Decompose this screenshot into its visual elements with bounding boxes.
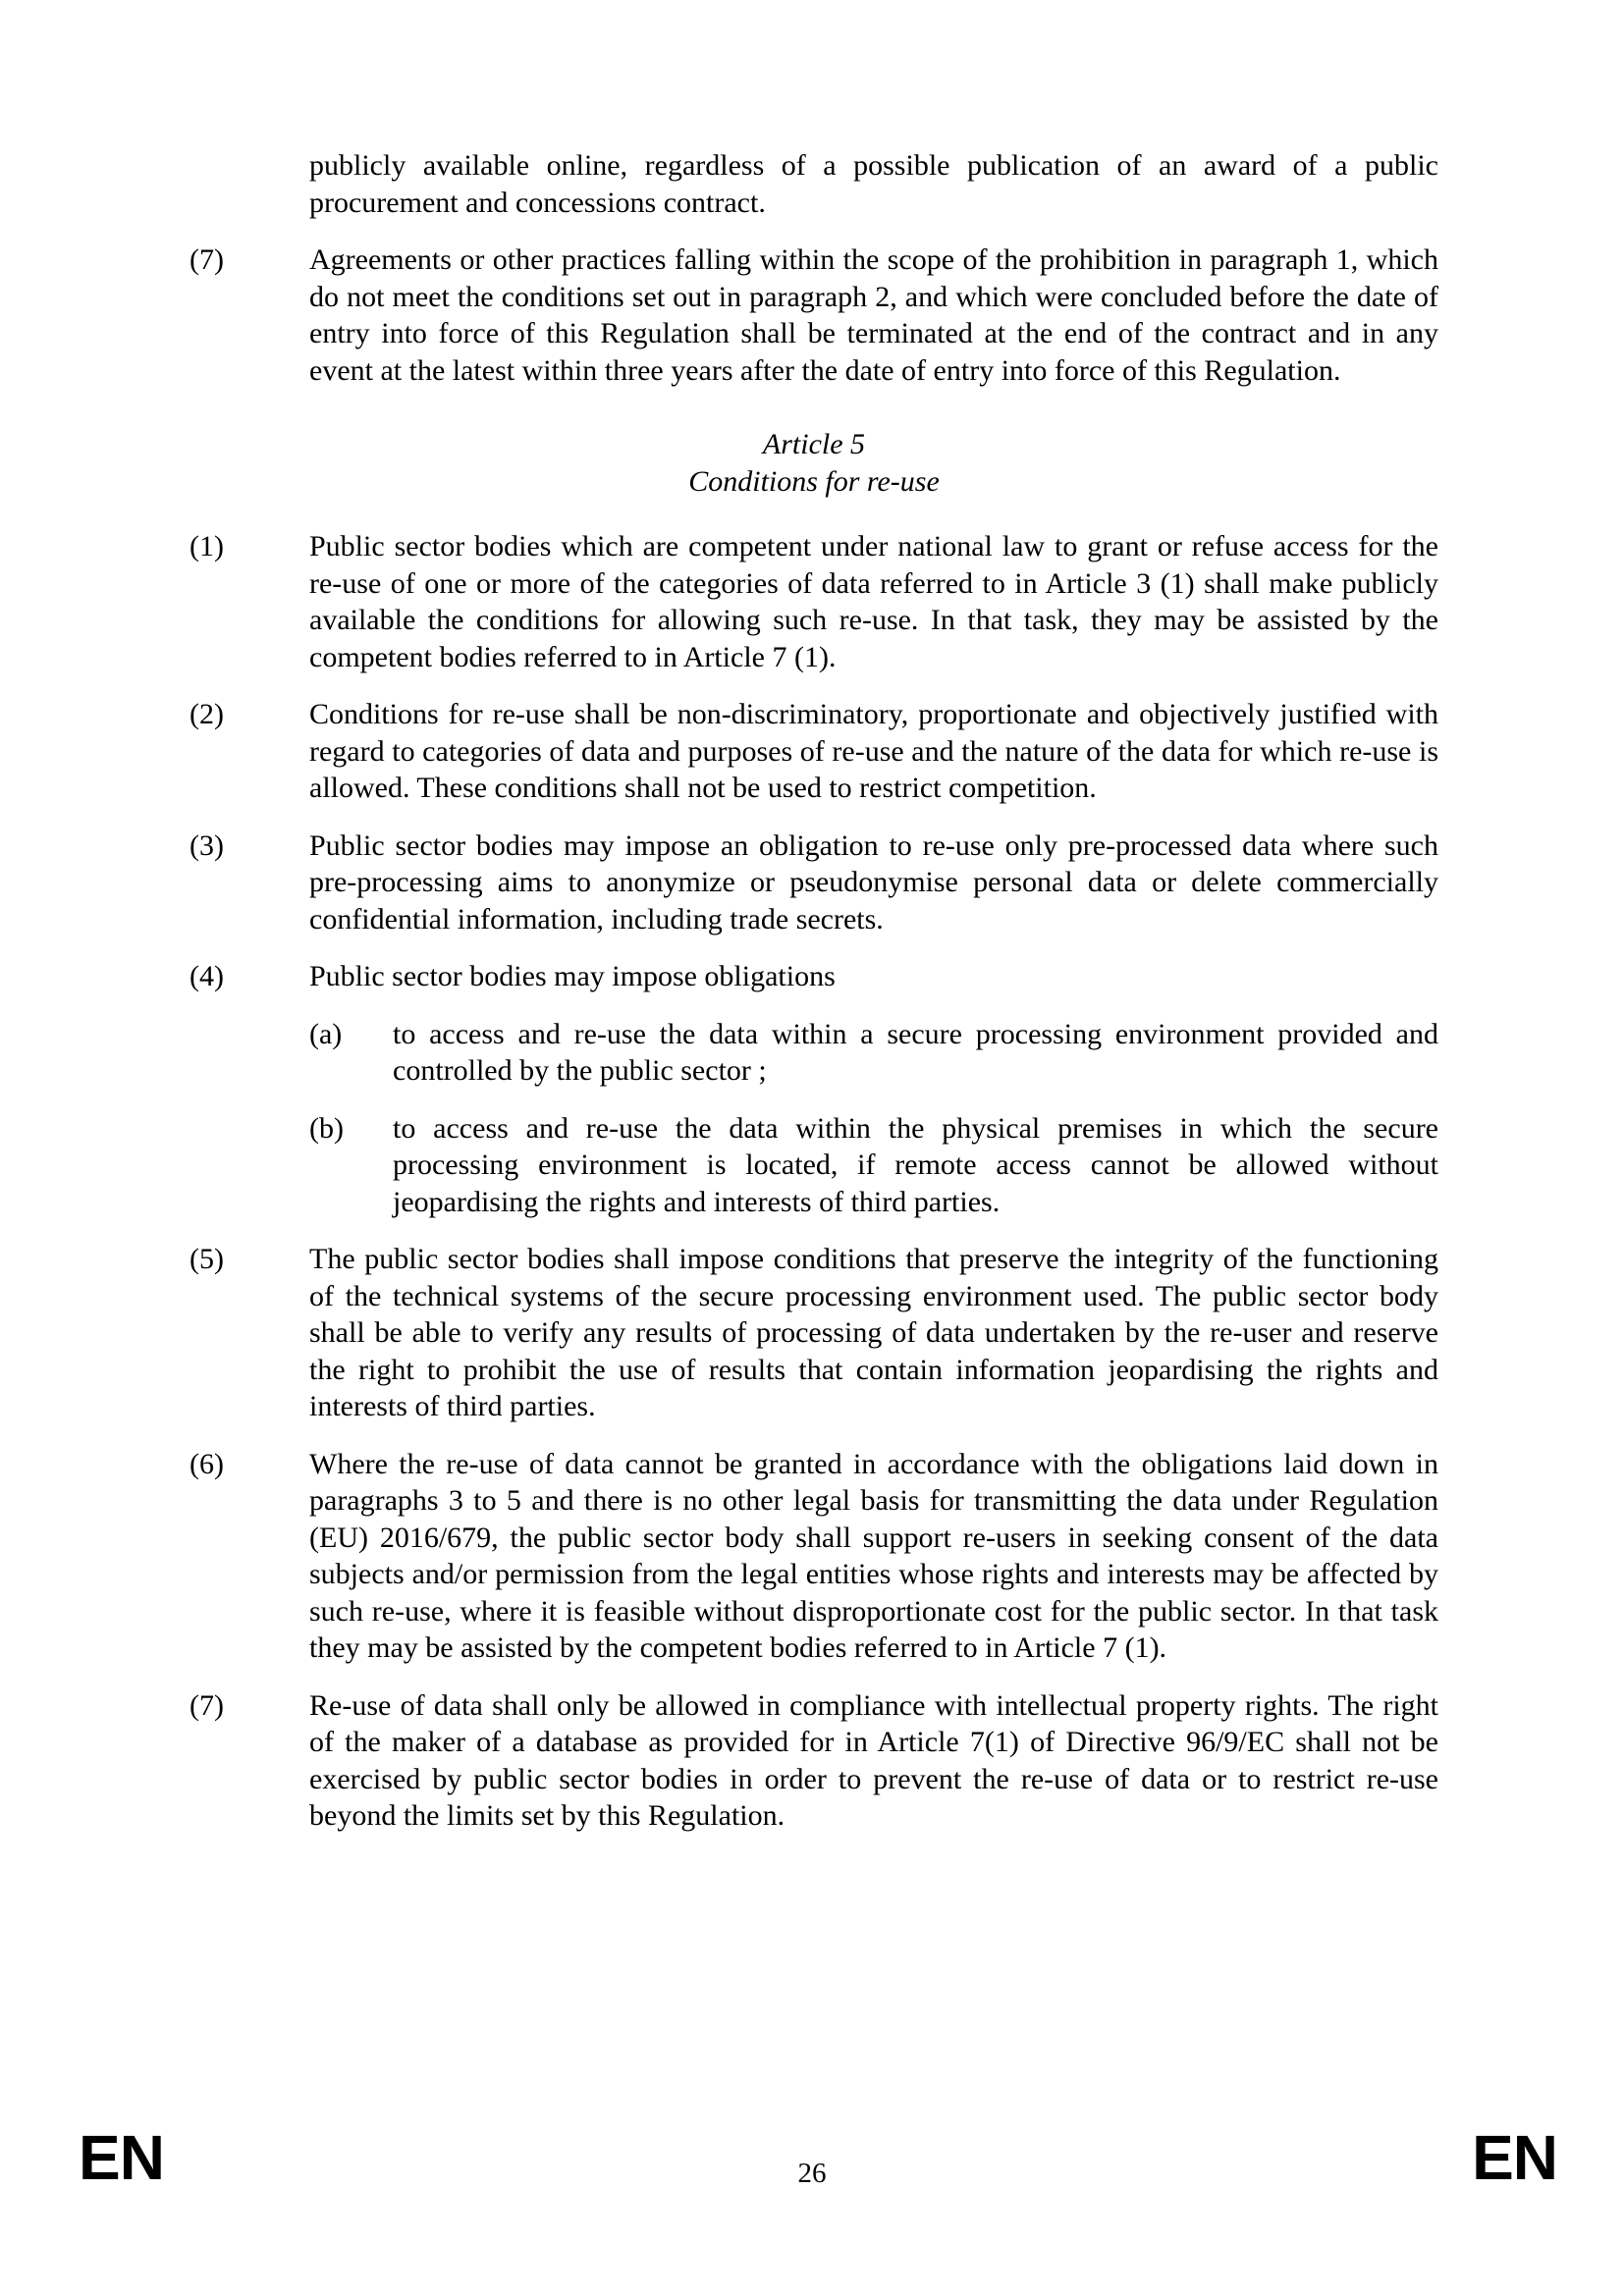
numbered-paragraph-5 xyxy=(189,1241,1438,1425)
sub-item-text: to access and re-use the data within a secure processing environment provided and controlled by the public sector ; xyxy=(393,1017,1438,1087)
article-title: Article 5 xyxy=(762,428,866,460)
paragraph-text: The public sector bodies shall impose conditions that preserve the integrity of the functioning of the technical systems of the secure processing environment used. The public sector body shall be able to verify any results of processing of data undertaken by the re-user and reserve the right to prohibit the use of results that contain information jeopardising the rights and interests of third parties. xyxy=(309,1243,1438,1422)
paragraph-number: (2) xyxy=(189,698,224,730)
paragraph-number: (3) xyxy=(189,828,224,862)
numbered-paragraph-1 xyxy=(189,528,1438,675)
numbered-paragraph-4 xyxy=(189,958,1438,1220)
sub-item-list xyxy=(309,1016,1438,1221)
paragraph-text: Agreements or other practices falling within the scope of the prohibition in paragraph 1, which do not meet the conditions set out in paragraph 2, and which were concluded before the date of entry into force of this Regulation shall be terminated at the end of the contract and in any event at the latest within three years after the date of entry into force of this Regulation. xyxy=(309,243,1438,387)
paragraph-text: Re-use of data shall only be allowed in compliance with intellectual property rights. The right of the maker of a database as provided for in Article 7(1) of Directive 96/9/EC shall not be exercised by public sector bodies in order to prevent the re-use of data or to restrict re-use beyond the limits set by this Regulation. xyxy=(309,1688,1438,1832)
article-heading xyxy=(189,426,1438,500)
footer-language-right: EN xyxy=(1472,2122,1557,2193)
paragraph-text: Public sector bodies which are competent under national law to grant or refuse access for the re-use of one or more of the categories of data referred to in Article 3 (1) shall make publicly available the conditions for allowing such re-use. In that task, they may be assisted by the competent bodies referred to in Article 7 (1). xyxy=(309,530,1438,673)
paragraph-text: Public sector bodies may impose obligations xyxy=(309,960,836,992)
paragraph-number: (6) xyxy=(189,1447,224,1480)
paragraph-continuation: publicly available online, regardless of a possible publication of an award of a public procurement and concessions contract. xyxy=(309,149,1438,219)
numbered-paragraph-7 xyxy=(189,1687,1438,1835)
page-number: 26 xyxy=(797,2158,827,2189)
footer-language-left: EN xyxy=(79,2122,164,2193)
paragraph-text: Where the re-use of data cannot be granted in accordance with the obligations laid down in paragraphs 3 to 5 and there is no other legal basis for transmitting the data under Regulation (EU) 2016/679, the public sector body shall support re-users in seeking consent of the data subjects and/or permission from the legal entities whose rights and interests may be affected by such re-use, where it is feasible without disproportionate cost for the public sector. In that task they may be assisted by the competent bodies referred to in Article 7 (1). xyxy=(309,1447,1438,1664)
paragraph-text: Public sector bodies may impose an obligation to re-use only pre-processed data where such pre-processing aims to anonymize or pseudonymise personal data or delete commercially confidential information, including trade secrets. xyxy=(309,828,1438,935)
numbered-paragraph-3 xyxy=(189,828,1438,938)
paragraph-number: (5) xyxy=(189,1243,224,1275)
paragraph-number: (4) xyxy=(189,960,224,992)
numbered-paragraph-2 xyxy=(189,696,1438,807)
sub-item-a xyxy=(309,1016,1438,1090)
sub-item-b xyxy=(309,1110,1438,1221)
sub-item-number: (a) xyxy=(309,1017,343,1050)
paragraph-number: (7) xyxy=(189,243,224,276)
numbered-paragraph-6 xyxy=(189,1446,1438,1667)
numbered-paragraph-prev-7 xyxy=(189,241,1438,389)
sub-item-text: to access and re-use the data within the physical premises in which the secure processing environment is located, if remote access cannot be allowed without jeopardising the rights and interests of third parties. xyxy=(393,1111,1438,1218)
article-subtitle: Conditions for re-use xyxy=(688,464,940,498)
paragraph-text: Conditions for re-use shall be non-discriminatory, proportionate and objectively justified with regard to categories of data and purposes of re-use and the nature of the data for which re-use is allowed. These conditions shall not be used to restrict competition. xyxy=(309,698,1438,804)
paragraph-number: (1) xyxy=(189,530,224,562)
sub-item-number: (b) xyxy=(309,1111,344,1145)
paragraph-number: (7) xyxy=(189,1688,224,1722)
